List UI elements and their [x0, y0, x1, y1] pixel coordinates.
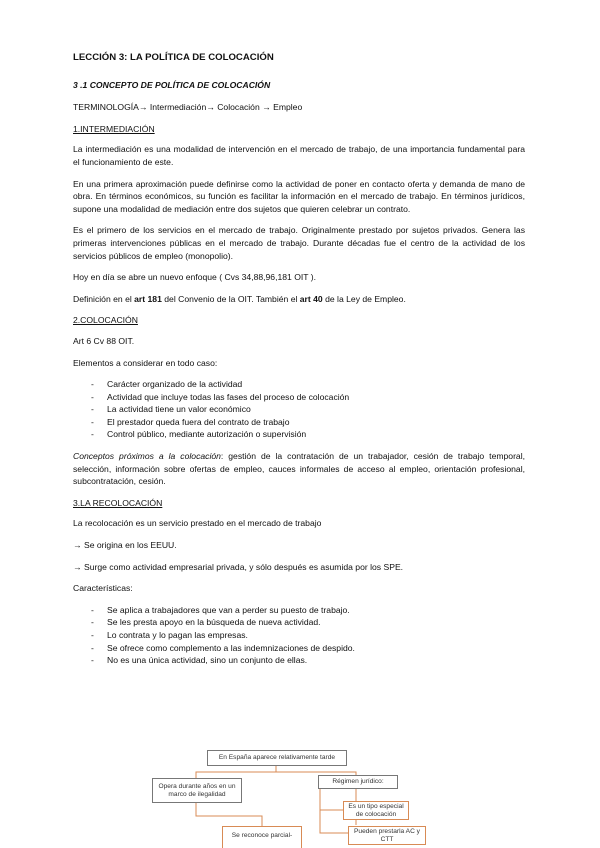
list-item: - Se les presta apoyo en la búsqueda de nueva actividad. [73, 616, 525, 629]
list-item: - La actividad tiene un valor económico [73, 403, 525, 416]
text: : gestión de la contratación de un trabajador, cesión de trabajo temporal, selección, información sobre ofertas de empleo, cauces informales de acceso al empleo, orientación profesional, subcontratación, cesión. [73, 451, 526, 487]
paragraph: La intermediación es una modalidad de intervención en el mercado de trabajo, de una importancia fundamental para el funcionamiento de este. [73, 144, 525, 167]
list-item: - No es una única actividad, sino un conjunto de ellas. [73, 654, 525, 667]
paragraph: En una primera aproximación puede definirse como la actividad de poner en contacto oferta y demanda de mano de obra. En términos económicos, su función es facilitar la información en el mercado de trabajo. En términos jurídicos, supone una modalidad de mediación entre dos sujetos que quieren celebrar un contrato. [73, 178, 525, 214]
paragraph: Hoy en día se abre un nuevo enfoque ( Cvs 34,88,96,181 OIT ). [73, 272, 317, 283]
list-item: - Lo contrata y lo pagan las empresas. [73, 629, 525, 642]
paragraph: → Se origina en los EEUU. [73, 540, 177, 551]
paragraph [73, 450, 525, 488]
paragraph: Art 6 Cv 88 OIT. [73, 335, 135, 346]
subsection-title-recolocacion: 3.LA RECOLOCACIÓN [73, 497, 163, 508]
list-item: - Control público, mediante autorización o supervisión [73, 428, 525, 441]
paragraph: La recolocación es un servicio prestado en el mercado de trabajo [73, 518, 322, 529]
diagram-box-r2: Pueden prestarla AC y CTT [348, 826, 426, 845]
list-item: - El prestador queda fuera del contrato de trabajo [73, 416, 525, 429]
diagram-box-r1: Es un tipo especial de colocación [343, 801, 409, 820]
subsection-title-colocacion: 2.COLOCACIÓN [73, 315, 138, 326]
terminology-line: TERMINOLOGÍA→ Intermediación→ Colocación → Empleo [73, 102, 303, 113]
diagram-box-bottom: Se reconoce parcial- [222, 826, 302, 848]
diagram-box-right: Régimen jurídico: [318, 775, 398, 789]
bold-reference: art 40 [299, 293, 323, 304]
paragraph: → Surge como actividad empresarial privada, y sólo después es asumida por los SPE. [73, 561, 404, 572]
list-item: - Se ofrece como complemento a las indemnizaciones de despido. [73, 642, 525, 655]
paragraph: Características: [73, 583, 133, 594]
text: del Convenio de la OIT. También el [161, 293, 300, 304]
text: Definición en el [73, 293, 135, 304]
italic-term: Conceptos próximos a la colocación [73, 451, 221, 462]
list-item: - Carácter organizado de la actividad [73, 378, 525, 391]
bold-reference: art 181 [134, 293, 162, 304]
paragraph: Elementos a considerar en todo caso: [73, 357, 218, 368]
page-title: LECCIÓN 3: LA POLÍTICA DE COLOCACIÓN [73, 52, 274, 63]
list-item: - Actividad que incluye todas las fases del proceso de colocación [73, 391, 525, 404]
section-heading: 3 .1 CONCEPTO DE POLÍTICA DE COLOCACIÓN [73, 79, 271, 90]
elements-list [73, 378, 525, 441]
diagram-box-top: En España aparece relativamente tarde [207, 750, 347, 766]
list-item: - Se aplica a trabajadores que van a perder su puesto de trabajo. [73, 604, 525, 617]
diagram-box-left: Opera durante años en un marco de ilegalidad [152, 778, 242, 803]
text: de la Ley de Empleo. [322, 293, 406, 304]
subsection-title-intermediacion: 1.INTERMEDIACIÓN [73, 123, 155, 134]
paragraph: Es el primero de los servicios en el mercado de trabajo. Originalmente prestado por sujetos privados. Genera las primeras intervenciones públicas en el mercado de trabajo. Durante décadas fue el centro de la actividad de los servicios públicos de empleo (monopolio). [73, 225, 525, 261]
definition-paragraph [73, 293, 525, 306]
characteristics-list [73, 604, 525, 667]
document-body [73, 52, 525, 676]
